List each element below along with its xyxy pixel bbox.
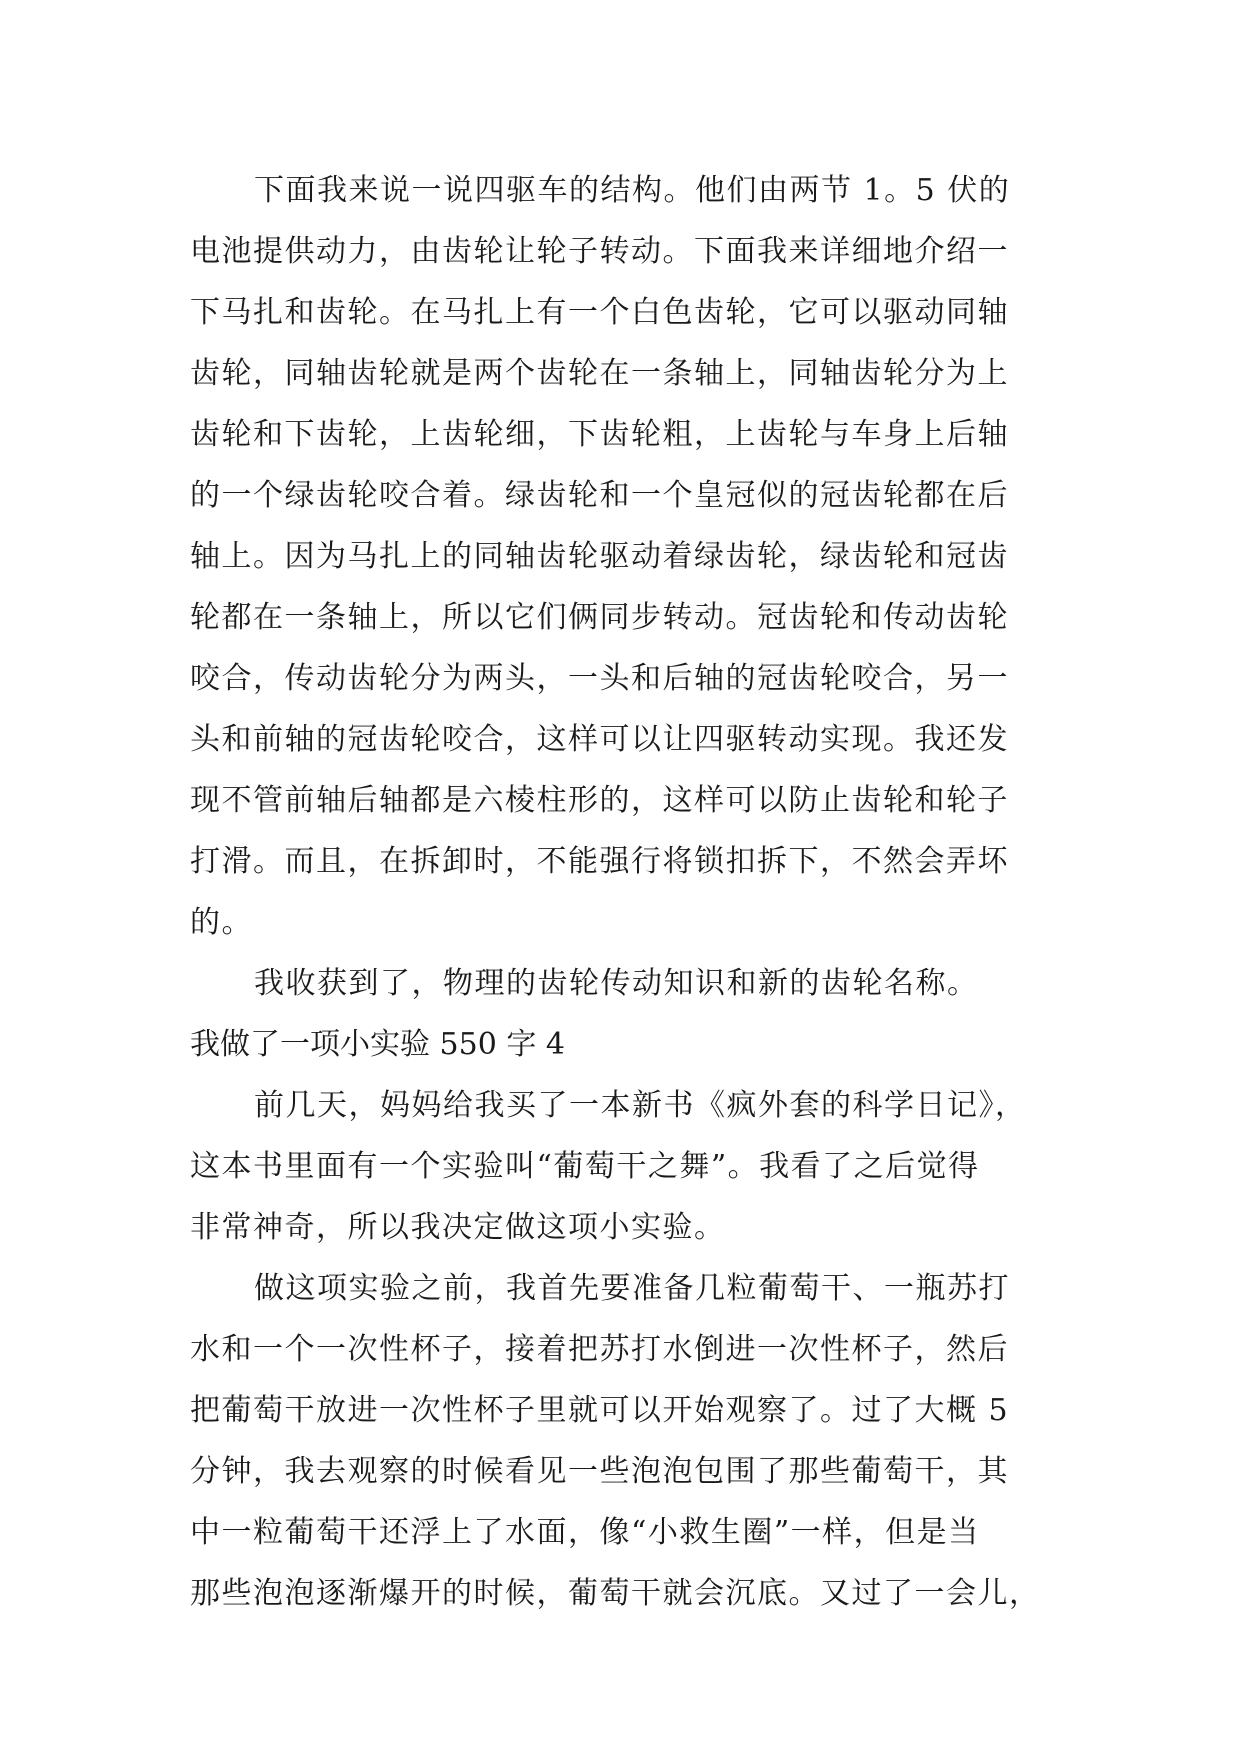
paragraph-line: 下马扎和齿轮。在马扎上有一个白色齿轮，它可以驱动同轴 [190, 295, 1009, 330]
paragraph-line: 把葡萄干放进一次性杯子里就可以开始观察了。过了大概 5 [190, 1393, 1010, 1428]
paragraph-line: 的一个绿齿轮咬合着。绿齿轮和一个皇冠似的冠齿轮都在后 [190, 478, 1009, 513]
paragraph-line: 分钟，我去观察的时候看见一些泡泡包围了那些葡萄干，其 [190, 1454, 1009, 1489]
paragraph-line: 头和前轴的冠齿轮咬合，这样可以让四驱转动实现。我还发 [190, 722, 1009, 757]
paragraph-line: 现不管前轴后轴都是六棱柱形的，这样可以防止齿轮和轮子 [190, 783, 1009, 818]
paragraph-line: 那些泡泡逐渐爆开的时候，葡萄干就会沉底。又过了一会儿， [190, 1576, 1041, 1611]
paragraph-line: 打滑。而且，在拆卸时，不能强行将锁扣拆下，不然会弄坏 [190, 844, 1009, 879]
paragraph-line: 齿轮和下齿轮，上齿轮细，下齿轮粗，上齿轮与车身上后轴 [190, 417, 1009, 452]
paragraph-line: 咬合，传动齿轮分为两头，一头和后轴的冠齿轮咬合，另一 [190, 661, 1009, 696]
paragraph-line: 非常神奇，所以我决定做这项小实验。 [190, 1210, 726, 1245]
paragraph-line: 齿轮，同轴齿轮就是两个齿轮在一条轴上，同轴齿轮分为上 [190, 356, 1009, 391]
essay-title: 我做了一项小实验 550 字 4 [190, 1027, 565, 1062]
paragraph-line: 下面我来说一说四驱车的结构。他们由两节 1。5 伏的 [254, 173, 1011, 208]
document-body [190, 160, 1050, 1624]
paragraph-line: 轴上。因为马扎上的同轴齿轮驱动着绿齿轮，绿齿轮和冠齿 [190, 539, 1009, 574]
paragraph-line: 中一粒葡萄干还浮上了水面，像“小救生圈”一样，但是当 [190, 1515, 980, 1550]
paragraph-line: 前几天，妈妈给我买了一本新书《疯外套的科学日记》， [254, 1088, 1027, 1123]
paragraph-line: 水和一个一次性杯子，接着把苏打水倒进一次性杯子，然后 [190, 1332, 1009, 1367]
paragraph-line: 轮都在一条轴上，所以它们俩同步转动。冠齿轮和传动齿轮 [190, 600, 1009, 635]
paragraph-line: 这本书里面有一个实验叫“葡萄干之舞”。我看了之后觉得 [190, 1149, 980, 1184]
paragraph-line: 做这项实验之前，我首先要准备几粒葡萄干、一瓶苏打 [254, 1271, 1010, 1306]
paragraph-line: 的。 [190, 905, 253, 940]
paragraph-line: 我收获到了，物理的齿轮传动知识和新的齿轮名称。 [254, 966, 979, 1001]
paragraph-line: 电池提供动力，由齿轮让轮子转动。下面我来详细地介绍一 [190, 234, 1009, 269]
